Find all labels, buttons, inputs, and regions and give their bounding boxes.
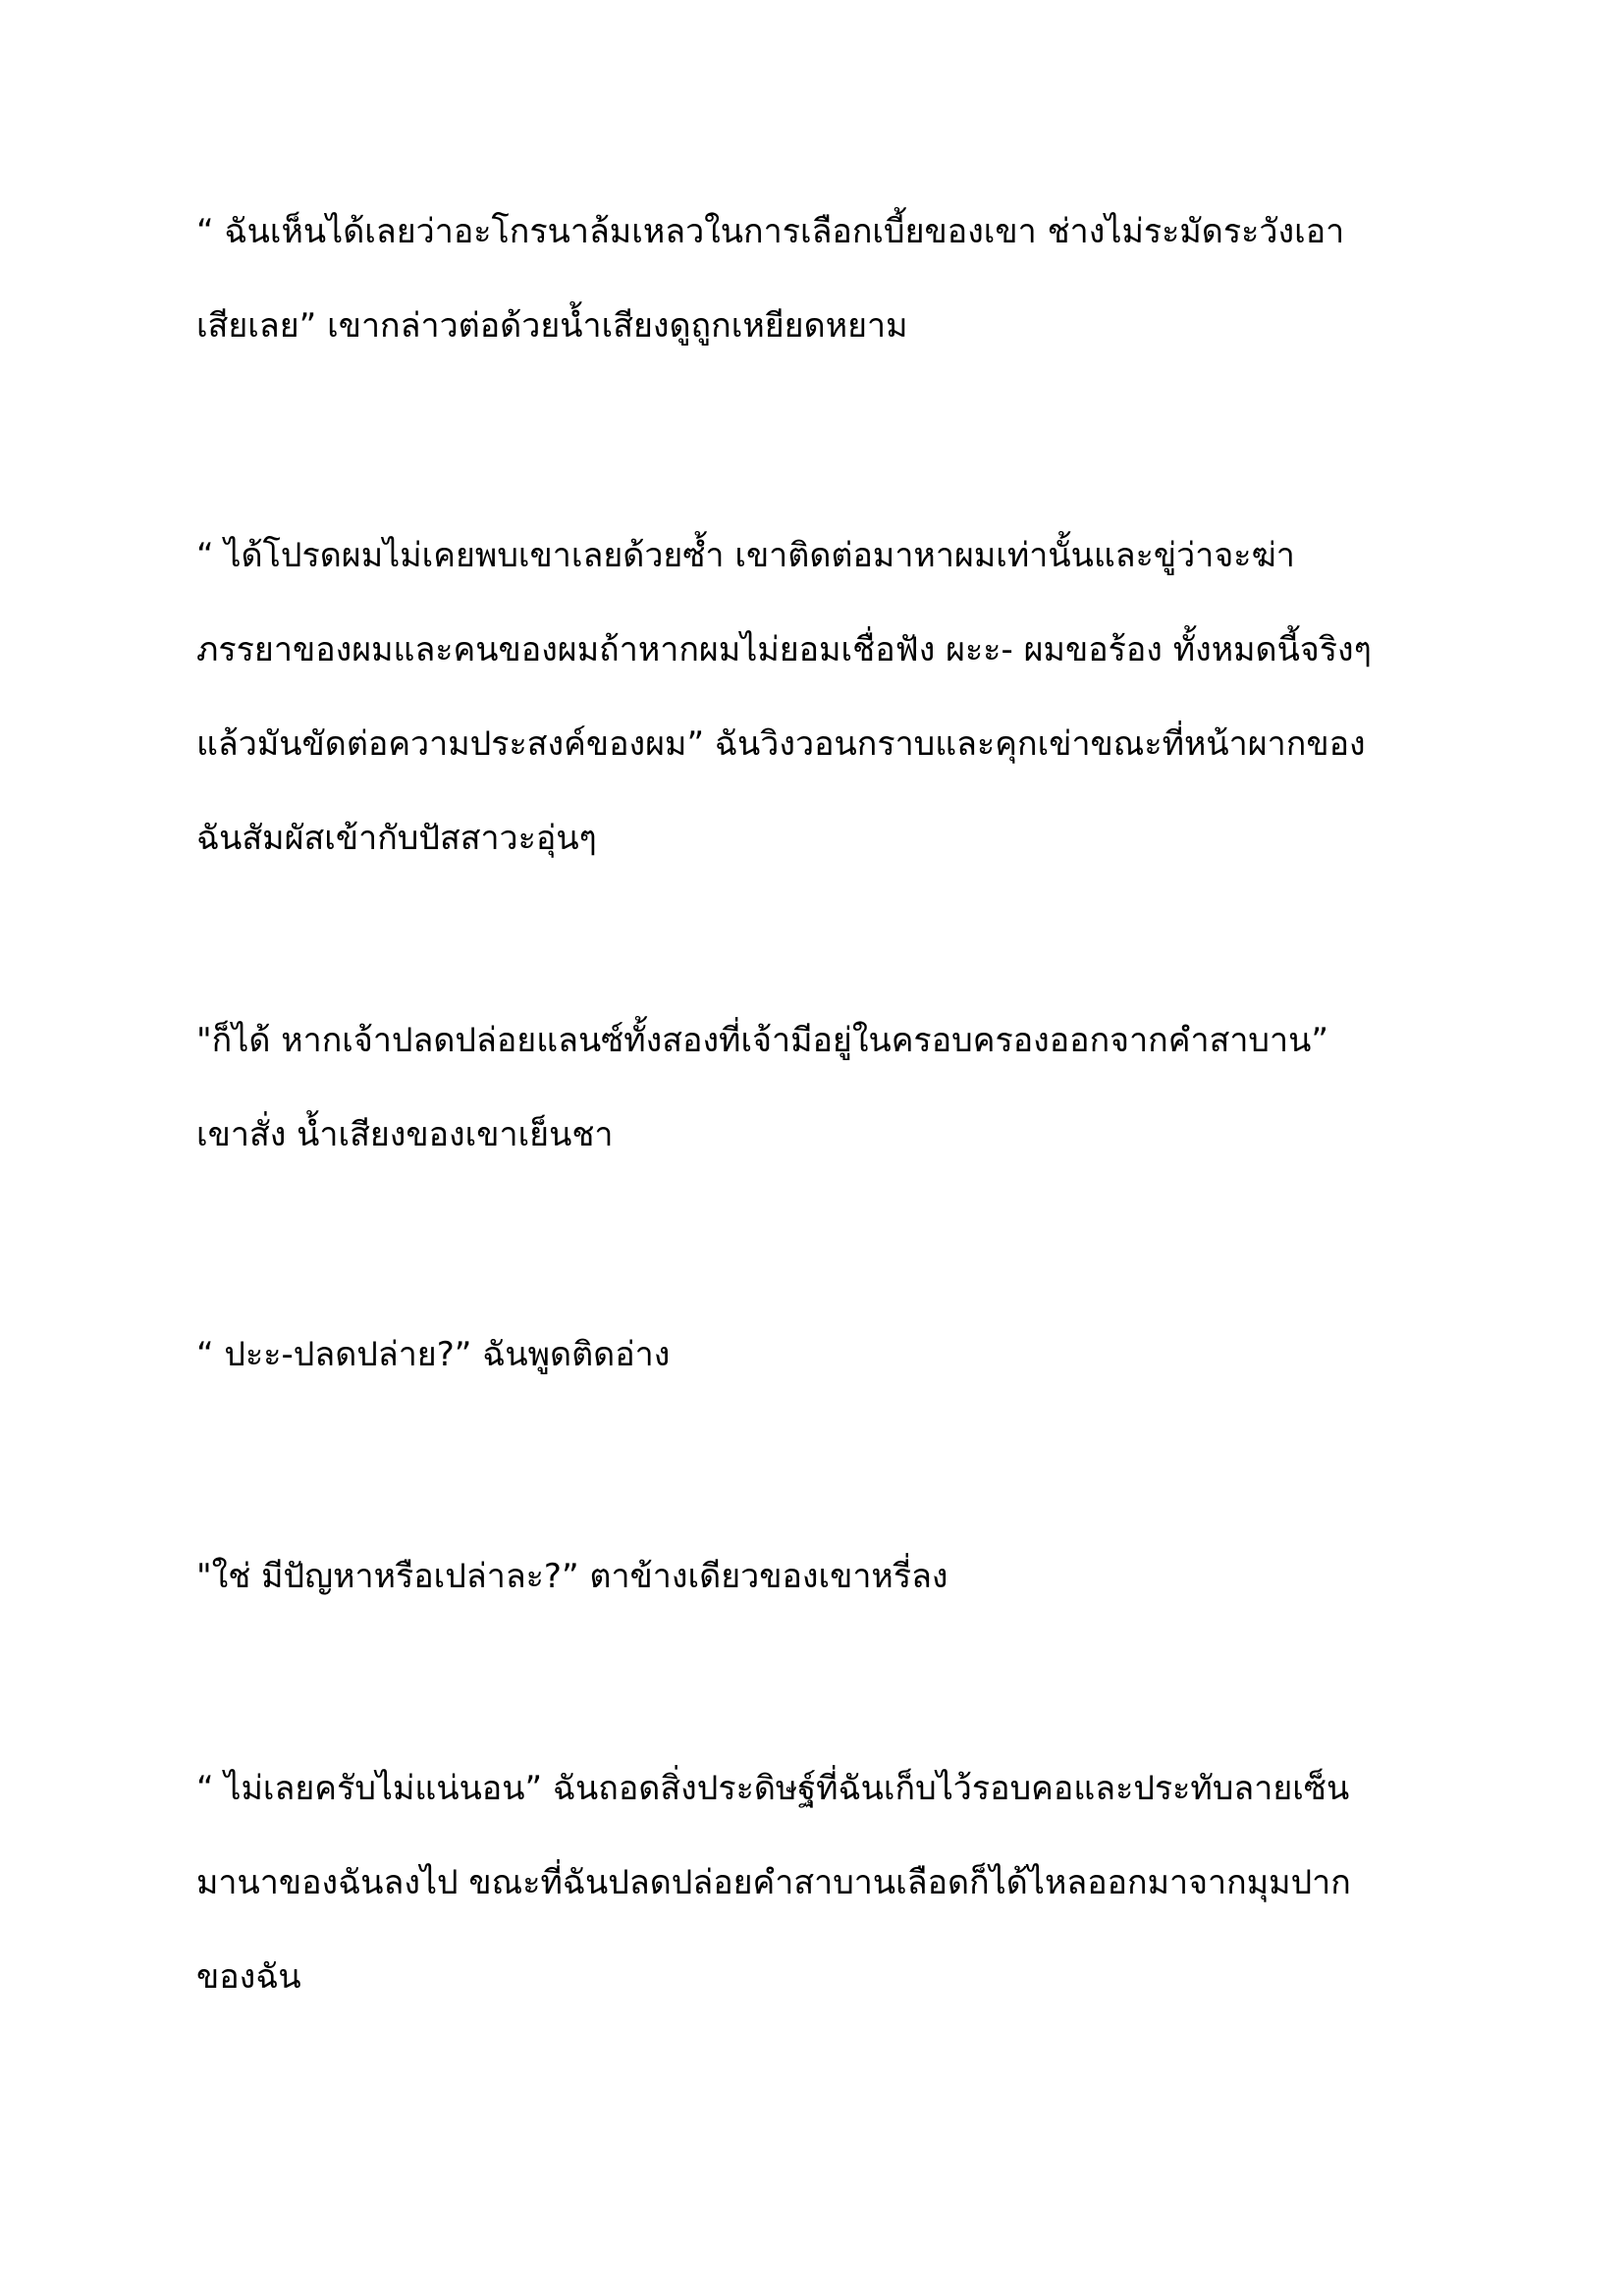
paragraph-line: เขาสั่ง น้ำเสียงของเขาเย็นชา [196, 1115, 614, 1154]
paragraph-line: “ ฉันเห็นได้เลยว่าอะโกรนาล้มเหลวในการเลือกเบี้ยของเขา ช่างไม่ระมัดระวังเอา [196, 212, 1345, 251]
paragraph-line: “ ปะะ-ปลดปล่าย?” ฉันพูดติดอ่าง [196, 1335, 671, 1374]
paragraph-6 [196, 1741, 1463, 2024]
paragraph-2 [196, 508, 1463, 885]
paragraph-3 [196, 993, 1463, 1182]
paragraph-line: "ใช่ มีปัญหาหรือเปล่าละ?” ตาข้างเดียวของเขาหรี่ลง [196, 1557, 948, 1596]
paragraph-line: “ ไม่เลยครับไม่แน่นอน” ฉันถอดสิ่งประดิษฐ์ที่ฉันเก็บไว้รอบคอและประทับลายเซ็น [196, 1769, 1350, 1808]
paragraph-line: แล้วมันขัดต่อความประสงค์ของผม” ฉันวิงวอนกราบและคุกเข่าขณะที่หน้าผากของ [196, 724, 1366, 764]
paragraph-line: ของฉัน [196, 1957, 301, 1997]
paragraph-line: มานาของฉันลงไป ขณะที่ฉันปลดปล่อยคำสาบานเลือดก็ได้ไหลออกมาจากมุมปาก [196, 1863, 1351, 1902]
paragraph-line: ภรรยาของผมและคนของผมถ้าหากผมไม่ยอมเชื่อฟัง ผะะ- ผมขอร้อง ทั้งหมดนี้จริงๆ [196, 630, 1372, 669]
paragraph-line: “ ได้โปรดผมไม่เคยพบเขาเลยด้วยซ้ำ เขาติดต่อมาหาผมเท่านั้นและขู่ว่าจะฆ่า [196, 536, 1295, 575]
paragraph-1 [196, 185, 1463, 373]
paragraph-4 [196, 1308, 1463, 1402]
paragraph-line: เสียเลย” เขากล่าวต่อด้วยน้ำเสียงดูถูกเหยียดหยาม [196, 306, 908, 346]
paragraph-line: ฉันสัมผัสเข้ากับปัสสาวะอุ่นๆ [196, 819, 597, 858]
paragraph-line: "ก็ได้ หากเจ้าปลดปล่อยแลนซ์ทั้งสองที่เจ้ามีอยู่ในครอบครองออกจากคำสาบาน” [196, 1021, 1328, 1060]
paragraph-5 [196, 1529, 1463, 1624]
